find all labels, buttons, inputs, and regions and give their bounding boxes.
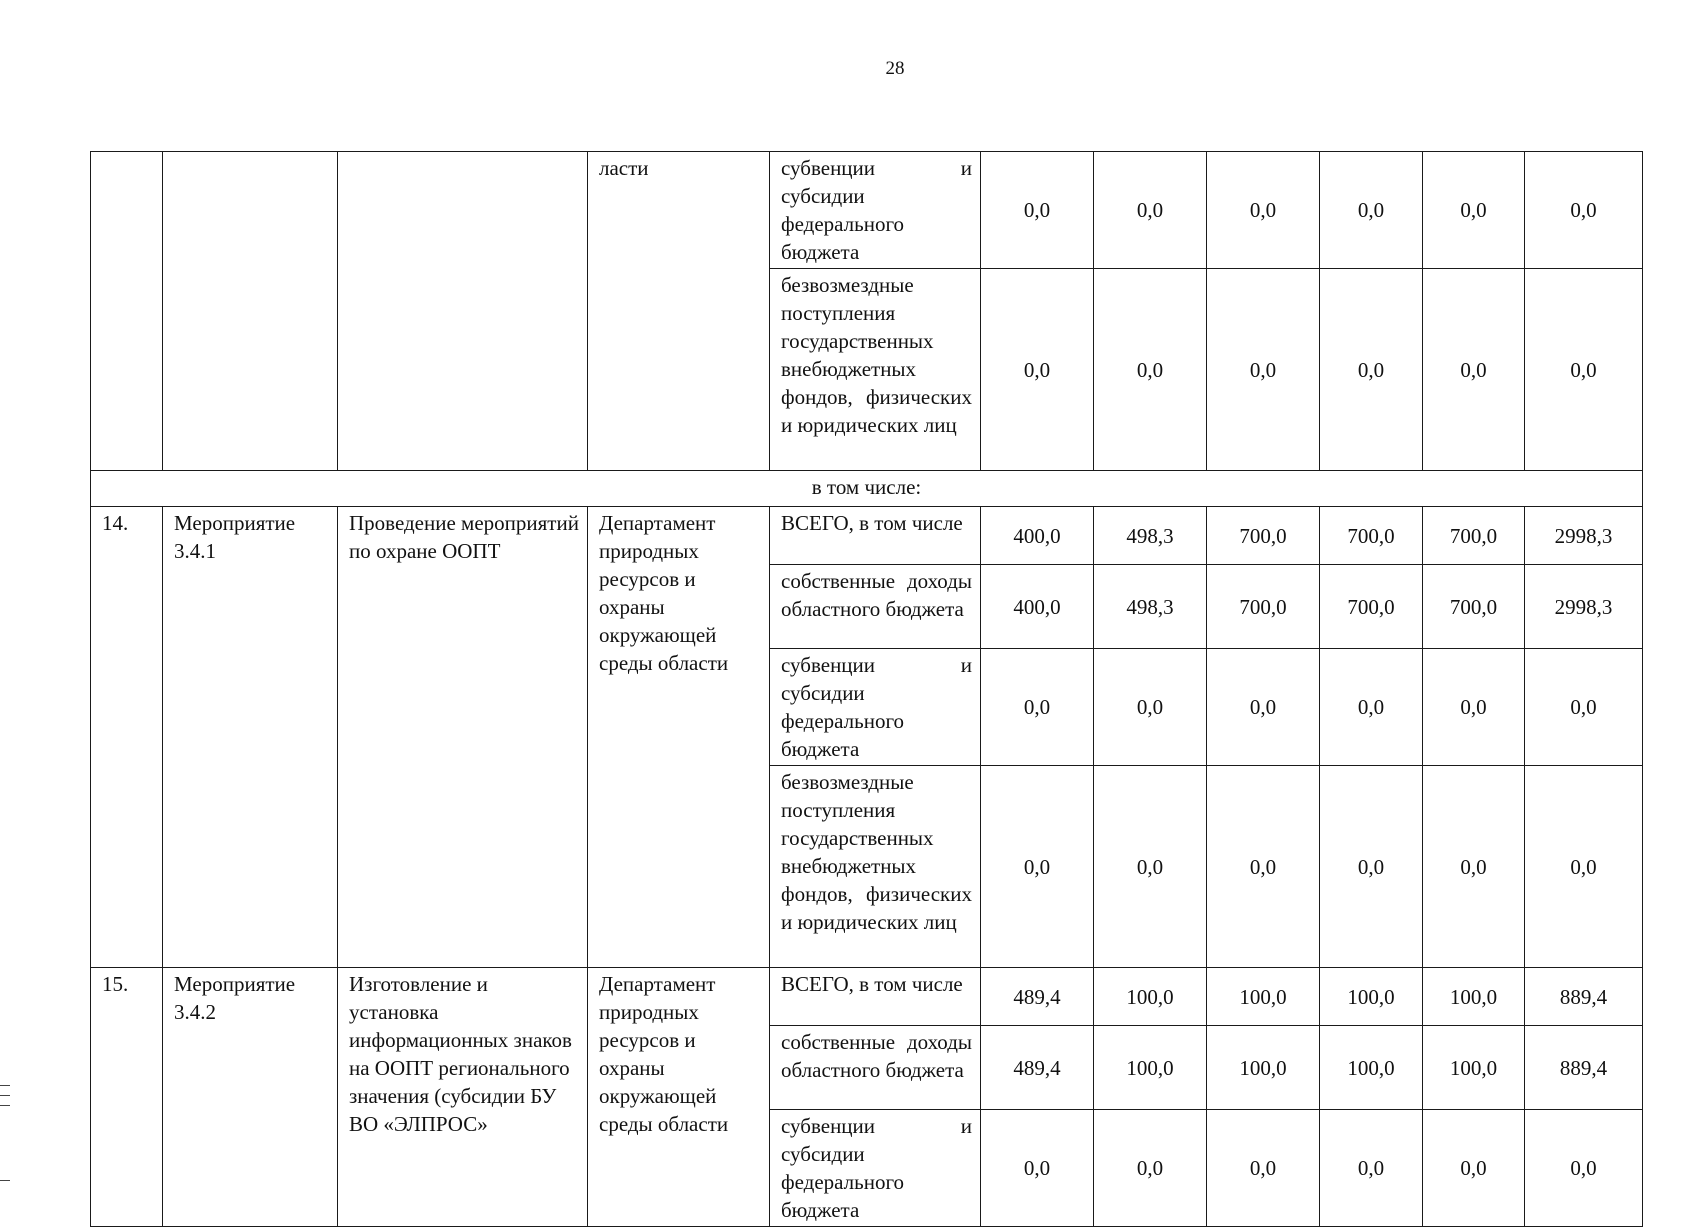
value-cell: 0,0 — [1525, 766, 1643, 968]
value-cell: 889,4 — [1525, 1026, 1643, 1110]
value-cell: 0,0 — [1320, 269, 1423, 471]
value-cell: 0,0 — [1094, 649, 1207, 766]
value-cell: 0,0 — [1207, 649, 1320, 766]
value-cell: 0,0 — [1525, 152, 1643, 269]
value-cell: 100,0 — [1094, 968, 1207, 1026]
value-cell: 700,0 — [1207, 565, 1320, 649]
number-cell: 15. — [91, 968, 163, 1227]
value-cell: 0,0 — [1207, 1110, 1320, 1227]
value-cell: 0,0 — [1207, 269, 1320, 471]
responsible-cell: Департамент природных ресурсов и охраны окружающей среды области — [588, 968, 770, 1227]
value-cell: 489,4 — [981, 1026, 1094, 1110]
value-cell: 100,0 — [1207, 968, 1320, 1026]
value-cell: 0,0 — [1525, 269, 1643, 471]
value-cell: 0,0 — [981, 269, 1094, 471]
value-cell: 0,0 — [1525, 649, 1643, 766]
scan-artifact — [0, 1085, 10, 1086]
value-cell: 498,3 — [1094, 565, 1207, 649]
scan-artifact — [0, 1095, 10, 1096]
budget-table — [90, 151, 1643, 1227]
value-cell: 100,0 — [1423, 1026, 1525, 1110]
value-cell: 700,0 — [1320, 507, 1423, 565]
value-cell: 0,0 — [981, 1110, 1094, 1227]
value-cell: 0,0 — [981, 766, 1094, 968]
table-row — [91, 507, 1643, 565]
source-cell: собственные доходы областного бюджета — [770, 565, 981, 649]
value-cell: 0,0 — [1423, 766, 1525, 968]
source-cell: ВСЕГО, в том числе — [770, 507, 981, 565]
scan-artifact — [0, 1180, 10, 1181]
value-cell: 0,0 — [1207, 766, 1320, 968]
scan-artifact — [0, 1105, 10, 1106]
name-cell — [338, 152, 588, 471]
value-cell: 100,0 — [1320, 968, 1423, 1026]
value-cell: 0,0 — [1320, 152, 1423, 269]
source-cell: безвозмездные поступления государственных внебюджетных фондов, физических и юридических лиц — [770, 766, 981, 968]
name-cell: Изготовление и установка информационных знаков на ООПТ регионального значения (субсидии БУ ВО «ЭЛПРОС» — [338, 968, 588, 1227]
source-cell: субвенции и субсидии федерального бюджета — [770, 1110, 981, 1227]
value-cell: 0,0 — [1423, 269, 1525, 471]
value-cell: 2998,3 — [1525, 507, 1643, 565]
subheader-row: в том числе: — [91, 471, 1643, 507]
source-cell: собственные доходы областного бюджета — [770, 1026, 981, 1110]
name-cell: Проведение мероприятий по охране ООПТ — [338, 507, 588, 968]
value-cell: 0,0 — [1094, 152, 1207, 269]
page-number: 28 — [885, 58, 905, 79]
value-cell: 889,4 — [1525, 968, 1643, 1026]
value-cell: 2998,3 — [1525, 565, 1643, 649]
value-cell: 0,0 — [1525, 1110, 1643, 1227]
value-cell: 489,4 — [981, 968, 1094, 1026]
value-cell: 700,0 — [1207, 507, 1320, 565]
value-cell: 100,0 — [1207, 1026, 1320, 1110]
source-cell: безвозмездные поступления государственных внебюджетных фондов, физических и юридических лиц — [770, 269, 981, 471]
value-cell: 0,0 — [1320, 1110, 1423, 1227]
value-cell: 0,0 — [1320, 766, 1423, 968]
responsible-cell: Департамент природных ресурсов и охраны окружающей среды области — [588, 507, 770, 968]
value-cell: 100,0 — [1423, 968, 1525, 1026]
value-cell: 0,0 — [1094, 766, 1207, 968]
value-cell: 498,3 — [1094, 507, 1207, 565]
code-cell: Мероприятие 3.4.1 — [163, 507, 338, 968]
source-cell: ВСЕГО, в том числе — [770, 968, 981, 1026]
value-cell: 400,0 — [981, 565, 1094, 649]
value-cell: 0,0 — [981, 152, 1094, 269]
value-cell: 700,0 — [1320, 565, 1423, 649]
code-cell — [163, 152, 338, 471]
value-cell: 0,0 — [1207, 152, 1320, 269]
code-cell: Мероприятие 3.4.2 — [163, 968, 338, 1227]
source-cell: субвенции и субсидии федерального бюджета — [770, 152, 981, 269]
value-cell: 0,0 — [1423, 649, 1525, 766]
source-cell: субвенции и субсидии федерального бюджета — [770, 649, 981, 766]
value-cell: 0,0 — [1320, 649, 1423, 766]
value-cell: 0,0 — [981, 649, 1094, 766]
table-row — [91, 152, 1643, 269]
table-row — [91, 968, 1643, 1026]
responsible-cell: ласти — [588, 152, 770, 471]
value-cell: 0,0 — [1094, 1110, 1207, 1227]
value-cell: 0,0 — [1423, 152, 1525, 269]
value-cell: 700,0 — [1423, 507, 1525, 565]
value-cell: 100,0 — [1320, 1026, 1423, 1110]
value-cell: 0,0 — [1094, 269, 1207, 471]
value-cell: 700,0 — [1423, 565, 1525, 649]
value-cell: 400,0 — [981, 507, 1094, 565]
number-cell: 14. — [91, 507, 163, 968]
table-row — [91, 471, 1643, 507]
value-cell: 0,0 — [1423, 1110, 1525, 1227]
value-cell: 100,0 — [1094, 1026, 1207, 1110]
number-cell — [91, 152, 163, 471]
